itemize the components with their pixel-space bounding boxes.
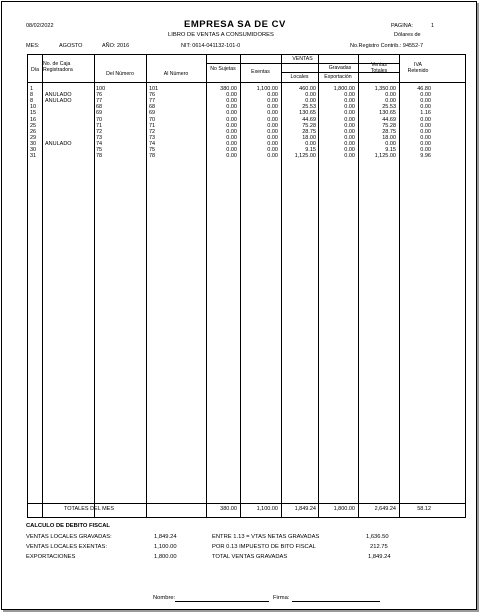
- registro: No.Registro Contrib.: 94552-7: [350, 43, 424, 49]
- table-cell-locales: 9.15: [305, 147, 316, 153]
- calc-left-value-2: 1,800.00: [154, 554, 177, 560]
- calc-right-value-1: 212.75: [370, 544, 388, 550]
- table-cell-iva: 0.00: [420, 128, 431, 135]
- table-cell-exentas: 0.00: [267, 134, 278, 141]
- company-name: EMPRESA SA DE CV: [184, 19, 286, 30]
- table-cell-dia: 30: [30, 147, 37, 153]
- table-cell-iva: 0.00: [420, 134, 431, 141]
- table-cell-locales: 25.53: [302, 104, 316, 111]
- page-number: 1: [431, 23, 435, 29]
- total-exportacion: 1,800.00: [333, 506, 355, 512]
- table-cell-no_sujetas: 0.00: [226, 110, 237, 117]
- col-al-numero: Al Número: [163, 71, 189, 77]
- table-cell-dia: 29: [30, 134, 37, 141]
- table-cell-al: 101: [149, 86, 159, 92]
- table-cell-dia: 25: [30, 122, 37, 129]
- table-cell-exentas: 0.00: [267, 104, 278, 111]
- table-cell-locales: 460.00: [299, 86, 316, 92]
- page-label: PAGINA:: [391, 23, 413, 29]
- table-cell-no_sujetas: 0.00: [226, 98, 237, 105]
- col-ventas-totales: Ventas Totales: [370, 62, 388, 74]
- nit: NIT: 0614-041132-101-0: [181, 43, 241, 49]
- table-cell-exentas: 0.00: [267, 92, 278, 99]
- table-cell-dia: 31: [30, 153, 37, 160]
- table-cell-exportacion: 0.00: [344, 110, 355, 117]
- table-cell-exportacion: 0.00: [344, 122, 355, 129]
- table-cell-totales: 18.00: [382, 134, 396, 141]
- table-cell-del: 69: [96, 110, 103, 117]
- table-cell-dia: 10: [30, 104, 37, 111]
- table-cell-locales: 75.28: [302, 122, 316, 129]
- report-date: 08/02/2022: [26, 23, 54, 29]
- table-cell-totales: 1,350.00: [374, 86, 396, 92]
- table-cell-locales: 28.75: [302, 128, 316, 135]
- table-cell-al: 76: [149, 92, 156, 99]
- table-cell-caja: ANULADO: [45, 98, 72, 105]
- table-cell-no_sujetas: 0.00: [226, 104, 237, 111]
- table-cell-locales: 0.00: [305, 98, 316, 105]
- table-cell-del: 70: [96, 116, 103, 123]
- nombre-label: Nombre:: [153, 595, 176, 601]
- table-cell-iva: 0.00: [420, 140, 431, 147]
- table-cell-exportacion: 0.00: [344, 147, 355, 153]
- table-cell-dia: 1: [30, 86, 34, 92]
- table-cell-dia: 16: [30, 116, 37, 123]
- table-cell-no_sujetas: 0.00: [226, 128, 237, 135]
- table-cell-totales: 25.53: [382, 104, 396, 111]
- col-exportacion: Exportación: [324, 74, 352, 80]
- table-cell-iva: 0.00: [420, 104, 431, 111]
- table-cell-caja: ANULADO: [45, 92, 72, 99]
- table-cell-del: 68: [96, 104, 103, 111]
- total-exentas: 1,100.00: [256, 506, 278, 512]
- table-cell-totales: 130.65: [379, 110, 396, 117]
- table-cell-dia: 30: [30, 140, 37, 147]
- calc-left-label-0: VENTAS LOCALES GRAVADAS:: [26, 534, 112, 540]
- report-subtitle: LIBRO DE VENTAS A CONSUMIDORES: [168, 32, 274, 38]
- table-cell-locales: 0.00: [305, 140, 316, 147]
- calc-right-label-0: ENTRE 1.13 = VTAS NETAS GRAVADAS: [212, 534, 320, 540]
- table-cell-locales: 0.00: [305, 92, 316, 99]
- table-cell-no_sujetas: 0.00: [226, 116, 237, 123]
- table-cell-locales: 1,125.00: [294, 153, 316, 160]
- table-cell-iva: 0.00: [420, 116, 431, 123]
- table-cell-no_sujetas: 380.00: [220, 86, 237, 92]
- table-cell-locales: 44.69: [302, 116, 316, 123]
- nombre-line: [175, 601, 269, 602]
- table-cell-al: 78: [149, 153, 156, 160]
- table-cell-exportacion: 0.00: [344, 116, 355, 123]
- firma-label: Firma:: [273, 595, 290, 601]
- table-cell-exportacion: 0.00: [344, 134, 355, 141]
- table-cell-dia: 8: [30, 92, 34, 99]
- table-cell-locales: 130.65: [299, 110, 316, 117]
- table-cell-al: 72: [149, 128, 156, 135]
- table-cell-del: 72: [96, 128, 103, 135]
- table-cell-totales: 0.00: [385, 140, 396, 147]
- total-ventas: 2,649.24: [374, 506, 396, 512]
- month-label: MES:: [26, 43, 40, 49]
- col-gravadas-group: Gravadas: [328, 65, 352, 71]
- table-cell-del: 76: [96, 92, 103, 99]
- col-exentas: Exentas: [251, 69, 270, 75]
- table-cell-del: 71: [96, 122, 103, 129]
- table-cell-exentas: 0.00: [267, 116, 278, 123]
- table-cell-totales: 1,125.00: [374, 153, 396, 160]
- table-cell-exportacion: 1,800.00: [333, 86, 355, 92]
- totals-label: TOTALES DEL MES: [64, 506, 115, 512]
- calc-left-label-1: VENTAS LOCALES EXENTAS:: [26, 544, 107, 550]
- table-cell-exentas: 0.00: [267, 153, 278, 160]
- col-caja: No. de Caja Registradora: [43, 61, 73, 73]
- table-cell-totales: 0.00: [385, 92, 396, 99]
- table-cell-iva: 1.16: [420, 110, 431, 117]
- col-locales: Locales: [290, 74, 309, 80]
- table-cell-exentas: 1,100.00: [256, 86, 278, 92]
- currency-note: Dólares de: [394, 32, 421, 38]
- calc-left-label-2: EXPORTACIONES: [26, 554, 76, 560]
- table-cell-del: 100: [96, 86, 106, 92]
- table-cell-exentas: 0.00: [267, 110, 278, 117]
- table-cell-al: 69: [149, 110, 156, 117]
- calc-right-value-2: 1,849.24: [368, 554, 391, 560]
- table-cell-no_sujetas: 0.00: [226, 122, 237, 129]
- table-cell-exportacion: 0.00: [344, 104, 355, 111]
- table-cell-no_sujetas: 0.00: [226, 134, 237, 141]
- col-ventas-group: VENTAS: [292, 56, 313, 62]
- table-cell-al: 71: [149, 122, 156, 129]
- table-cell-iva: 46.80: [417, 86, 431, 92]
- calc-right-value-0: 1,636.50: [366, 534, 389, 540]
- table-cell-al: 73: [149, 134, 156, 141]
- table-cell-dia: 8: [30, 98, 34, 105]
- table-cell-al: 68: [149, 104, 156, 111]
- table-cell-al: 75: [149, 147, 156, 153]
- report-page: [1, 1, 477, 610]
- table-cell-exportacion: 0.00: [344, 98, 355, 105]
- table-cell-totales: 0.00: [385, 98, 396, 105]
- table-cell-caja: ANULADO: [45, 140, 72, 147]
- table-cell-del: 77: [96, 98, 103, 105]
- table-cell-totales: 44.69: [382, 116, 396, 123]
- table-cell-no_sujetas: 0.00: [226, 153, 237, 160]
- table-cell-del: 75: [96, 147, 103, 153]
- table-cell-dia: 26: [30, 128, 37, 135]
- calc-left-value-1: 1,100.00: [154, 544, 177, 550]
- table-cell-exportacion: 0.00: [344, 92, 355, 99]
- table-cell-del: 78: [96, 153, 103, 160]
- table-cell-exportacion: 0.00: [344, 128, 355, 135]
- calc-right-label-1: POR 0.13 IMPUESTO DE BITO FISCAL: [212, 544, 316, 550]
- sales-table: [27, 54, 466, 518]
- table-cell-iva: 9.96: [420, 153, 431, 160]
- table-cell-no_sujetas: 0.00: [226, 140, 237, 147]
- calc-title: CALCULO DE DEBITO FISCAL: [26, 523, 110, 529]
- table-cell-iva: 0.00: [420, 92, 431, 99]
- table-cell-iva: 0.00: [420, 147, 431, 153]
- total-locales: 1,849.24: [294, 506, 316, 512]
- table-cell-exentas: 0.00: [267, 140, 278, 147]
- table-cell-iva: 0.00: [420, 122, 431, 129]
- table-cell-del: 73: [96, 134, 103, 141]
- total-no-sujetas: 380.00: [220, 506, 237, 512]
- table-cell-iva: 0.00: [420, 98, 431, 105]
- table-cell-al: 74: [149, 140, 156, 147]
- table-cell-exentas: 0.00: [267, 128, 278, 135]
- table-cell-no_sujetas: 0.00: [226, 147, 237, 153]
- table-cell-del: 74: [96, 140, 103, 147]
- table-cell-al: 77: [149, 98, 156, 105]
- col-iva-retenido: IVA Retenido: [407, 62, 429, 74]
- year-label: AÑO: 2016: [102, 43, 130, 49]
- table-cell-dia: 15: [30, 110, 37, 117]
- table-cell-exentas: 0.00: [267, 147, 278, 153]
- table-cell-totales: 9.15: [385, 147, 396, 153]
- calc-right-label-2: TOTAL VENTAS GRAVADAS: [212, 554, 288, 560]
- table-cell-exentas: 0.00: [267, 122, 278, 129]
- table-cell-exportacion: 0.00: [344, 140, 355, 147]
- month-value: AGOSTO: [59, 43, 83, 49]
- table-cell-locales: 18.00: [302, 134, 316, 141]
- col-no-sujetas: No Sujetas: [210, 66, 236, 72]
- col-del-numero: Del Número: [106, 71, 134, 77]
- table-cell-al: 70: [149, 116, 156, 123]
- col-dia: Día: [30, 67, 40, 73]
- table-cell-no_sujetas: 0.00: [226, 92, 237, 99]
- calc-left-value-0: 1,849.24: [154, 534, 177, 540]
- table-cell-exentas: 0.00: [267, 98, 278, 105]
- table-cell-totales: 75.28: [382, 122, 396, 129]
- total-iva: 58.12: [417, 506, 431, 512]
- table-cell-exportacion: 0.00: [344, 153, 355, 160]
- table-cell-totales: 28.75: [382, 128, 396, 135]
- firma-line: [292, 601, 380, 602]
